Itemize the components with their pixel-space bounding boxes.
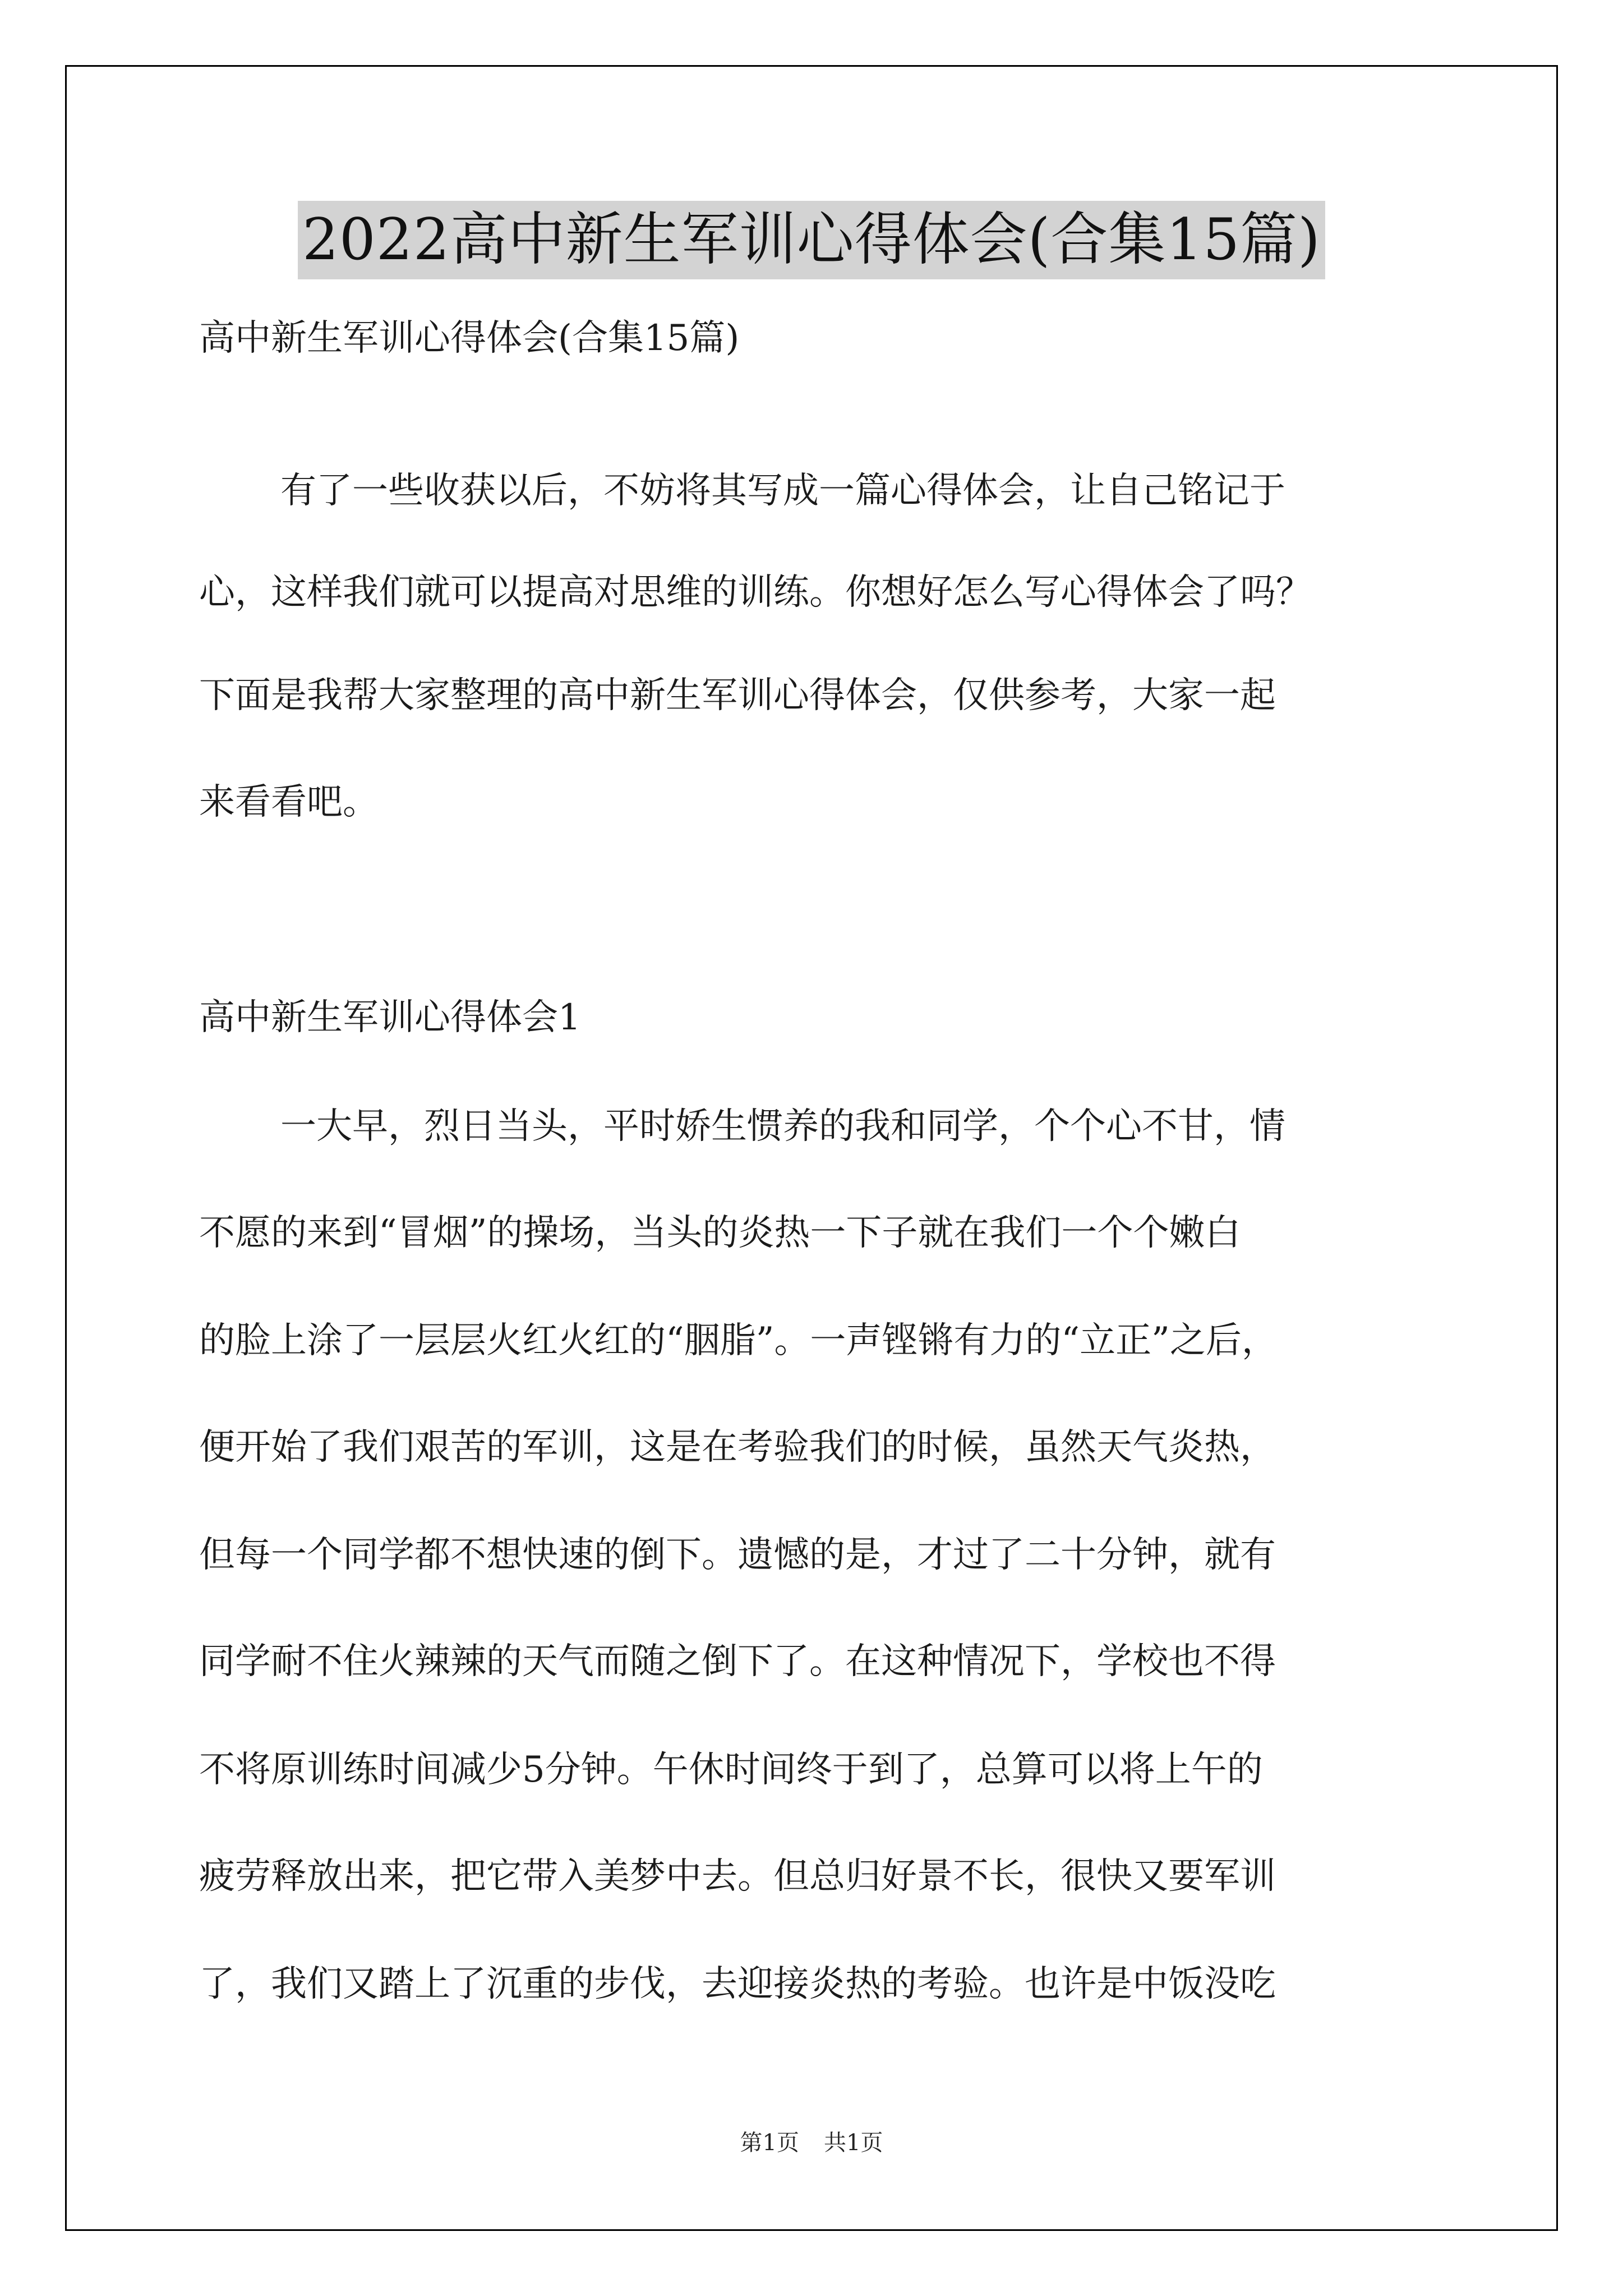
paragraph-line: 同学耐不住火辣辣的天气而随之倒下了。在这种情况下，学校也不得 [199,1641,1276,1682]
paragraph-line: 了，我们又踏上了沉重的步伐，去迎接炎热的考验。也许是中饭没吃 [199,1963,1276,2005]
intro-line: 下面是我帮大家整理的高中新生军训心得体会，仅供参考，大家一起 [199,675,1276,716]
page-total: 共1页 [824,2130,883,2156]
page-number: 第1页 [740,2130,799,2156]
document-title: 2022高中新生军训心得体会(合集15篇) [298,201,1325,279]
page-footer [0,2129,1623,2157]
paragraph-line: 便开始了我们艰苦的军训，这是在考验我们的时候，虽然天气炎热， [199,1427,1276,1468]
document-subtitle: 高中新生军训心得体会(合集15篇) [199,318,740,359]
paragraph-line: 但每一个同学都不想快速的倒下。遗憾的是，才过了二十分钟，就有 [199,1534,1276,1576]
title-container [0,201,1623,279]
paragraph-line: 一大早，烈日当头，平时娇生惯养的我和同学，个个心不甘，情 [280,1106,1285,1147]
paragraph-line: 不愿的来到“冒烟”的操场，当头的炎热一下子就在我们一个个嫩白 [199,1212,1241,1254]
paragraph-line: 疲劳释放出来，把它带入美梦中去。但总归好景不长，很快又要军训 [199,1856,1276,1897]
intro-line: 心，这样我们就可以提高对思维的训练。你想好怎么写心得体会了吗？ [199,572,1312,613]
section-heading: 高中新生军训心得体会1 [199,997,581,1038]
intro-line: 来看看吧。 [199,781,379,823]
paragraph-line: 不将原训练时间减少5分钟。午休时间终于到了，总算可以将上午的 [199,1749,1263,1791]
paragraph-line: 的脸上涂了一层层火红火红的“胭脂”。一声铿锵有力的“立正”之后， [199,1320,1278,1361]
intro-line: 有了一些收获以后，不妨将其写成一篇心得体会，让自己铭记于 [280,470,1285,512]
